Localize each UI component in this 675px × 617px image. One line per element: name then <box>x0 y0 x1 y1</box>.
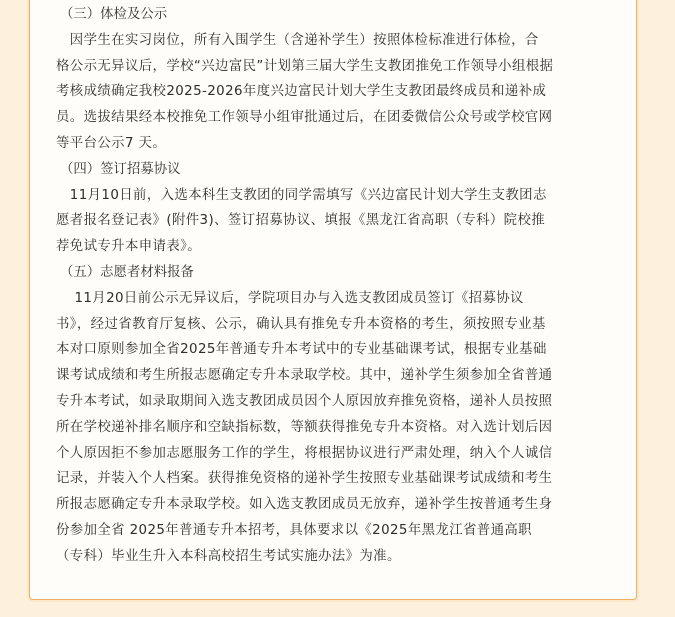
paragraph-line: 考核成绩确定我校2025-2026年度兴边富民计划大学生支教团最终成员和递补成 <box>56 84 547 100</box>
paragraph-line: 荐免试专升本申请表》。 <box>56 239 201 255</box>
section-heading-recruitment-agreement: （四）签订招募协议 <box>60 161 181 177</box>
paragraph-line: （专科）毕业生升入本科高校招生考试实施办法》为准。 <box>56 548 401 564</box>
paragraph-line: 员。选拔结果经本校推免工作领导小组审批通过后，在团委微信公众号或学校官网 <box>56 110 553 126</box>
paragraph-line: 份参加全省 2025年普通专升本招考，具体要求以《2025年黑龙江省普通高职 <box>56 522 532 538</box>
paragraph-line: 个人原因拒不参加志愿服务工作的学生，将根据协议进行严肃处理，纳入个人诚信 <box>56 445 553 461</box>
paragraph-line: 本对口原则参加全省2025年普通专升本考试中的专业基础课考试，根据专业基础 <box>56 342 547 358</box>
paragraph-line: 课考试成绩和考生所报志愿确定专升本录取学校。其中，递补学生须参加全省普通 <box>56 368 553 384</box>
paragraph-line: 所报志愿确定专升本录取学校。如入选支教团成员无放弃，递补学生按普通考生身 <box>56 497 553 513</box>
paragraph-line: 因学生在实习岗位，所有入围学生（含递补学生）按照体检标准进行体检，合 <box>56 32 539 48</box>
paragraph-line: 所在学校递补排名顺序和空缺指标数，等额获得推免专升本资格。对入选计划后因 <box>56 419 553 435</box>
paragraph-line: 专升本考试，如录取期间入选支教团成员因个人原因放弃推免资格，递补人员按照 <box>56 393 553 409</box>
document-content <box>56 0 628 570</box>
paragraph-line: 格公示无异议后，学校“兴边富民”计划第三届大学生支教团推免工作领导小组根据 <box>56 58 554 74</box>
section-heading-physical-exam: （三）体检及公示 <box>60 7 168 22</box>
paragraph-line: 11月10日前，入选本科生支教团的同学需填写《兴边富民计划大学生支教团志 <box>56 187 547 203</box>
section-heading-volunteer-materials: （五）志愿者材料报备 <box>60 264 194 280</box>
paragraph-line: 记录，并装入个人档案。获得推免资格的递补学生按照专业基础课考试成绩和考生 <box>56 471 553 487</box>
paragraph-line: 等平台公示7 天。 <box>56 135 167 151</box>
paragraph-line: 书》，经过省教育厅复核、公示，确认具有推免专升本资格的考生，须按照专业基 <box>56 316 546 332</box>
paragraph-line: 愿者报名登记表》(附件3)、签订招募协议、填报《黑龙江省高职（专科）院校推 <box>56 213 546 229</box>
paragraph-line: 11月20日前公示无异议后，学院项目办与入选支教团成员签订《招募协议 <box>56 290 524 306</box>
